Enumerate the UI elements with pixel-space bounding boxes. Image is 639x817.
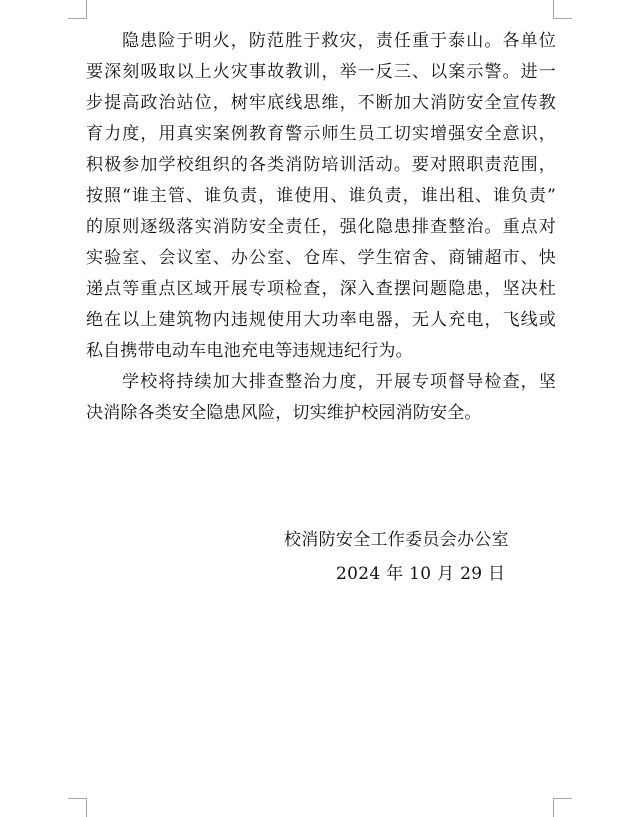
- signature-organization: 校消防安全工作委员会办公室: [284, 530, 509, 550]
- paragraph-line: 步提高政治站位，树牢底线思维，不断加大消防安全宣传教: [86, 93, 556, 113]
- paragraph-line: 私自携带电动车电池充电等违规违纪行为。: [86, 341, 413, 361]
- crop-mark-top-right: [553, 0, 572, 19]
- paragraph-1: [86, 26, 556, 367]
- signature-block: [284, 525, 544, 590]
- paragraph-line: 决消除各类安全隐患风险，切实维护校园消防安全。: [86, 403, 482, 423]
- paragraph-line: 学校将持续加大排查整治力度，开展专项督导检查，坚: [122, 372, 556, 392]
- document-body: [86, 26, 556, 429]
- signature-date: 2024 年 10 月 29 日: [336, 564, 506, 584]
- paragraph-line: 要深刻吸取以上火灾事故教训，举一反三、以案示警。进一: [86, 62, 556, 82]
- paragraph-line: 绝在以上建筑物内违规使用大功率电器，无人充电，飞线或: [86, 310, 556, 330]
- paragraph-line: 育力度，用真实案例教育警示师生员工切实增强安全意识，: [86, 124, 556, 144]
- crop-mark-top-left: [68, 0, 87, 19]
- crop-mark-bottom-left: [68, 798, 87, 817]
- paragraph-line: 的原则逐级落实消防安全责任，强化隐患排查整治。重点对: [86, 217, 556, 237]
- crop-mark-bottom-right: [553, 798, 572, 817]
- paragraph-line: 隐患险于明火，防范胜于救灾，责任重于泰山。各单位: [122, 31, 556, 51]
- paragraph-line: 实验室、会议室、办公室、仓库、学生宿舍、商铺超市、快: [86, 248, 556, 268]
- paragraph-line: 按照“谁主管、谁负责，谁使用、谁负责，谁出租、谁负责”: [86, 186, 556, 206]
- paragraph-line: 积极参加学校组织的各类消防培训活动。要对照职责范围，: [86, 155, 556, 175]
- paragraph-2: [86, 367, 556, 429]
- paragraph-line: 递点等重点区域开展专项检查，深入查摆问题隐患，坚决杜: [86, 279, 556, 299]
